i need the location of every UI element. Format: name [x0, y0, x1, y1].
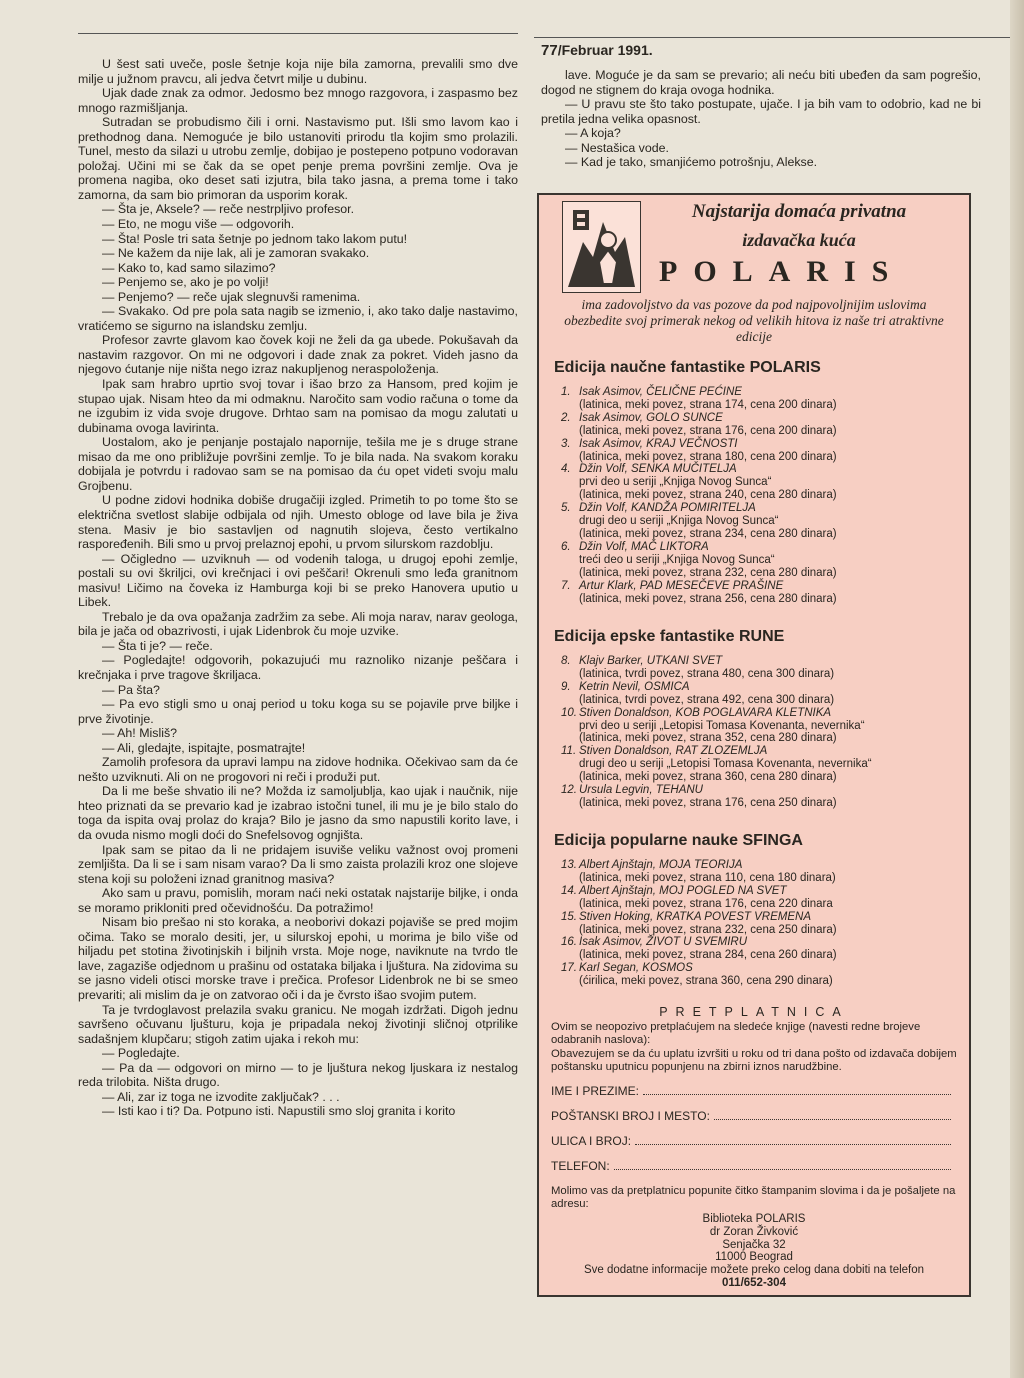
book-number: 3.	[561, 437, 571, 450]
book-entry	[553, 412, 963, 438]
story-paragraph: — Šta! Posle tri sata šetnje po jednom tako lakom putu!	[102, 231, 408, 246]
book-entry	[553, 580, 963, 606]
book-entry	[553, 541, 963, 580]
story-paragraph: — Pa da — odgovori on mirno — to je ljuštura nekog ljuskara iz nestalog reda trilobita. Ništa drugo.	[78, 1060, 518, 1090]
book-number: 13.	[561, 859, 577, 871]
field-phone[interactable]	[551, 1159, 951, 1173]
story-paragraph: — Kako to, kad samo silazimo?	[102, 260, 276, 275]
story-paragraph: U šest sati uveče, posle šetnje koja nije bila zamorna, prevalili smo dve milje u južnom pravcu, ali jedva četvrt milje u dubinu.	[78, 57, 518, 86]
book-number: 10.	[561, 706, 577, 719]
book-title: Stiven Donaldson, RAT ZLOZEMLJA	[579, 745, 768, 758]
story-paragraph: — Ah! Misliš?	[102, 726, 178, 741]
book-details: (latinica, meki povez, strana 110, cena 180 dinara)	[579, 871, 836, 884]
field-postal-label: POŠTANSKI BROJ I MESTO:	[551, 1109, 710, 1123]
story-paragraph: — Penjemo? — reče ujak slegnuvši ramenima.	[102, 289, 361, 304]
story-paragraph: Nisam bio prešao ni sto koraka, a neoborivi dokazi pojaviše se pred mojim očima. Tako se moralo desiti, jer, u silurskoj epohi, u morima je bilo više od hiljadu pet stotina životinjskih i biljnih vrsta. Moje noge, naviknute na tvrdo tle lave, zagaziše odjednom u prašinu od ostataka biljaka i ljuštura. Na zidovima su se jasno videli otisci morske trave i prečica. Profesor Lidenbrok ne bi se smeo prevariti; ali mislim da je on zatvorao oči i da je čvrsto išao svojim putem.	[78, 915, 518, 1002]
book-details: (latinica, meki povez, strana 232, cena 250 dinara)	[579, 923, 837, 936]
book-title: Klajv Barker, UTKANI SVET	[579, 655, 723, 667]
book-number: 5.	[561, 502, 571, 515]
top-rule-left	[78, 33, 518, 34]
field-name[interactable]	[551, 1084, 951, 1098]
field-name-line[interactable]	[643, 1084, 951, 1095]
subscription-text-1: Ovim se neopozivo pretplaćujem na sledeće knjige (navesti redne brojeve odabranih naslova):	[551, 1021, 921, 1046]
story-paragraph: — Pa šta?	[102, 682, 160, 697]
ad-invitation: ima zadovoljstvo da vas pozove da pod najpovoljnijim uslovima obezbedite svoj primerak nekog od velikih hitova iz naše tri atraktivne edicije	[564, 297, 944, 344]
story-paragraph: — Pogledajte.	[102, 1046, 180, 1061]
story-paragraph: — Svakako. Od pre pola sata nagib se izmenio, i, ako tako dalje nastavimo, vratićemo se sigurno na islandsku zemlju.	[78, 304, 518, 333]
book-title: Artur Klark, PAD MESEČEVE PRAŠINE	[579, 579, 784, 592]
book-entry	[553, 911, 963, 937]
mail-address	[539, 1213, 969, 1290]
story-paragraph: — Ali, zar iz toga ne izvodite zaključak? . . .	[102, 1089, 340, 1104]
issue-number: 77	[541, 42, 558, 59]
book-number: 12.	[561, 784, 577, 797]
story-paragraph: — Šta ti je? — reče.	[102, 638, 213, 653]
book-entry	[553, 962, 963, 988]
address-line: Biblioteka POLARIS	[702, 1213, 806, 1225]
field-postal-line[interactable]	[714, 1109, 951, 1120]
book-title: Albert Ajnštajn, MOJ POGLED NA SVET	[579, 884, 787, 897]
story-paragraph: — Nestašica vode.	[565, 140, 669, 155]
story-paragraph: — Eto, ne mogu više — odgovorih.	[102, 217, 295, 232]
book-list-polaris	[553, 386, 963, 605]
book-number: 2.	[561, 411, 571, 424]
book-number: 7.	[561, 579, 571, 592]
book-title: Karl Segan, KOSMOS	[579, 962, 693, 975]
book-details: (latinica, tvrdi povez, strana 480, cena 300 dinara)	[579, 667, 835, 680]
book-title: Isak Asimov, ČELIČNE PEĆINE	[579, 386, 742, 398]
field-street[interactable]	[551, 1134, 951, 1148]
story-paragraph: — Šta je, Aksele? — reče nestrpljivo profesor.	[102, 202, 355, 217]
mail-note: Molimo vas da pretplatnicu popunite čitko štampanim slovima i da je pošaljete na adresu:	[551, 1185, 956, 1210]
issue-header	[541, 42, 653, 59]
book-details: prvi deo u seriji „Letopisi Tomasa Kovenanta, nevernika“	[579, 719, 865, 732]
subscription-heading: PRETPLATNICA	[659, 1005, 849, 1019]
book-title: Albert Ajnštajn, MOJA TEORIJA	[579, 859, 743, 871]
book-details: (latinica, meki povez, strana 284, cena 260 dinara)	[579, 949, 837, 962]
book-entry	[553, 885, 963, 911]
subscription-text-2: Obavezujem se da ću uplatu izvršiti u roku od tri dana pošto od izdavača dobijem poštansku uputnicu popunjenu na zbirni iznos narudžbine.	[551, 1048, 957, 1073]
story-paragraph: Profesor zavrte glavom kao čovek koji ne želi da ga ubede. Pokušavah da nastavim razgovor. On mi ne odgovori i dade znak za pokret. Videh jasno da njegovo ćutanje nije ništa nego izraz nakupljenog neraspoloženja.	[78, 333, 518, 377]
book-title: Ketrin Nevil, OSMICA	[579, 680, 690, 693]
book-number: 6.	[561, 540, 571, 553]
book-details: treći deo u seriji „Knjiga Novog Sunca“	[579, 553, 775, 566]
book-entry	[553, 859, 963, 885]
book-details: (latinica, meki povez, strana 176, cena 220 dinara	[579, 897, 833, 910]
story-paragraph: Sutradan se probudismo čili i orni. Nastavismo put. Išli smo lavom kao i prethodnog dana. Nemoguće je bilo ustanoviti prirodu tla kojim smo prolazili. Tunel, mesto da silazi u utrobu zemlje, dobijao je postepeno potpuno vodoravan položaj. Učini mi se čak da se opet penje prema površini zemlje. Ova je promena nagiba, oko deset sati izjutra, bila tako jasna, a prema tome i tako zamorna, da sam bio primoran da usporim korak.	[78, 115, 518, 202]
book-number: 8.	[561, 655, 571, 667]
story-paragraph: lave. Moguće je da sam se prevario; ali neću biti ubeđen da sam pogrešio, dogod ne stignem do kraja ovoga hodnika.	[541, 68, 981, 97]
book-number: 1.	[561, 386, 571, 398]
field-name-label: IME I PREZIME:	[551, 1084, 640, 1098]
book-details: (latinica, meki povez, strana 176, cena 250 dinara)	[579, 796, 837, 809]
field-postal[interactable]	[551, 1109, 951, 1123]
story-paragraph: — Kad je tako, smanjićemo potrošnju, Alekse.	[565, 155, 818, 170]
book-title: Džin Volf, SENKA MUČITELJA	[579, 463, 737, 476]
book-details: (latinica, meki povez, strana 240, cena 280 dinara)	[579, 489, 837, 502]
story-paragraph: Ujak dade znak za odmor. Jedosmo bez mnogo razgovora, i zaspasmo bez mnogo razmišljanja.	[78, 86, 518, 115]
book-details: (latinica, meki povez, strana 360, cena 280 dinara)	[579, 771, 837, 784]
book-entry	[553, 707, 963, 746]
book-details: drugi deo u seriji „Letopisi Tomasa Kovenanta, nevernika“	[579, 758, 872, 771]
polaris-advertisement	[537, 193, 971, 1297]
book-number: 14.	[561, 884, 577, 897]
book-title: Džin Volf, KANDŽA POMIRITELJA	[579, 502, 756, 515]
story-paragraph: — A koja?	[565, 126, 621, 141]
address-line: 11000 Beograd	[715, 1251, 793, 1264]
story-paragraph: Ipak sam se pitao da li ne pridajem isuviše veliku važnost ovoj promeni zemljišta. Da li se i sam nisam varao? Da li smo zaista prolazili kroz one slojeve stena koji su položeni iznad granitnog masiva?	[78, 842, 518, 886]
story-paragraph: — Ne kažem da nije lak, ali je zamoran svakako.	[102, 246, 370, 261]
page-edge	[1010, 0, 1024, 1378]
story-paragraph: — Penjemo se, ako je po volji!	[102, 275, 269, 290]
story-paragraph: — Pa evo stigli smo u onaj period u toku koga su se pojavile prve biljke i prve životinje.	[78, 697, 518, 726]
edition-title-rune: Edicija epske fantastike RUNE	[554, 628, 785, 645]
book-details: (latinica, meki povez, strana 176, cena 200 dinara)	[579, 424, 837, 437]
book-number: 9.	[561, 680, 571, 693]
book-details: (ćirilica, meki povez, strana 360, cena 290 dinara)	[579, 975, 833, 988]
ad-slogan-line1: Najstarija domaća privatna	[691, 201, 907, 222]
story-paragraph: Da li me beše shvatio ili ne? Možda iz samoljublja, kao ujak i naučnik, nije hteo priznati da se prevario kad je izabrao istočni tunel, ili mu je je bilo stalo do toga da ispita ovaj prolaz do kraja? Bilo je jasno da smo napustili korito lave, i da ovuda nismo mogli doći do Snefelsovog ognjišta.	[78, 784, 518, 842]
story-paragraph: Uostalom, ako je penjanje postajalo napornije, tešila me je s druge strane misao da me ono približuje površini zemlje. To je bila nada. Na svakom koraku dobijala je potvrdu i radovao sam se na pomisao da ću opet videti svoju malu Grojbenu.	[78, 435, 518, 493]
book-title: Džin Volf, MAČ LIKTORA	[579, 540, 709, 553]
field-phone-line[interactable]	[614, 1159, 951, 1170]
story-paragraph: Ipak sam hrabro uprtio svoj tovar i išao brzo za Hansom, pred kojim je stupao ujak. Nisam hteo da mi odmaknu. Naročito sam vodio računa o tome da ne izgubim iz vida svoje drugove. Drhtao sam na pomisao da mogu zalutati u dubinama ovoga lavirinta.	[78, 377, 518, 435]
story-paragraph: — Očigledno — uzviknuh — od vodenih taloga, u drugoj epohi zemlje, postali su ovi škriljci, ovi krečnjaci i ovi peščari! Okrenuli smo leđa granitnom masivu! Ličimo na čoveka iz Hamburga koji bi se preko Hanovera uputio u Libek.	[78, 551, 518, 610]
story-paragraph: — Isti kao i ti? Da. Potpuno isti. Napustili smo sloj granita i korito	[102, 1104, 456, 1119]
book-details: (latinica, meki povez, strana 256, cena 280 dinara)	[579, 592, 837, 605]
story-paragraph: — Pogledajte! odgovorih, pokazujući mu raznoliko nizanje peščara i krečnjaka i prve tragove škriljaca.	[78, 653, 518, 682]
ad-slogan-line2: izdavačka kuća	[742, 230, 856, 250]
info-note: Sve dodatne informacije možete preko celog dana dobiti na telefon	[583, 1264, 925, 1277]
book-title: Isak Asimov, ŽIVOT U SVEMIRU	[579, 936, 748, 949]
book-details: (latinica, meki povez, strana 352, cena 280 dinara)	[579, 732, 837, 745]
book-title: Isak Asimov, KRAJ VEČNOSTI	[579, 437, 738, 450]
book-entry	[553, 463, 963, 502]
story-right-column	[541, 68, 981, 170]
story-paragraph: — Ali, gledajte, ispitajte, posmatrajte!	[102, 740, 306, 755]
book-title: Stiven Donaldson, KOB POGLAVARA KLETNIKA	[579, 706, 832, 719]
field-street-line[interactable]	[635, 1134, 951, 1145]
book-details: prvi deo u seriji „Knjiga Novog Sunca“	[579, 476, 772, 489]
address-line: dr Zoran Živković	[709, 1225, 799, 1238]
book-number: 4.	[561, 463, 571, 476]
book-entry	[553, 655, 963, 681]
field-street-label: ULICA I BROJ:	[551, 1134, 632, 1148]
book-title: Ursula Legvin, TEHANU	[579, 784, 703, 797]
book-entry	[553, 745, 963, 784]
book-details: (latinica, tvrdi povez, strana 492, cena 300 dinara)	[579, 693, 835, 706]
book-number: 17.	[561, 962, 577, 975]
book-number: 11.	[561, 745, 577, 758]
book-entry	[553, 784, 963, 810]
book-entry	[553, 936, 963, 962]
book-list-sfinga	[553, 859, 963, 988]
book-entry	[553, 502, 963, 541]
book-entry	[553, 681, 963, 707]
book-title: Isak Asimov, GOLO SUNCE	[579, 411, 723, 424]
info-phone: 011/652-304	[722, 1276, 786, 1289]
book-details: (latinica, meki povez, strana 174, cena 200 dinara)	[579, 398, 837, 411]
book-entry	[553, 386, 963, 412]
top-rule-right	[534, 37, 1010, 38]
edition-title-polaris: Edicija naučne fantastike POLARIS	[554, 359, 821, 376]
edition-title-sfinga: Edicija popularne nauke SFINGA	[554, 832, 803, 849]
story-paragraph: Zamolih profesora da upravi lampu na zidove hodnika. Očekivao sam da će nešto uzviknuti. Ali on ne progovori ni reči i produži put.	[78, 755, 518, 784]
book-entry	[553, 438, 963, 464]
book-details: drugi deo u seriji „Knjiga Novog Sunca“	[579, 515, 779, 528]
story-paragraph: Ta je tvrdoglavost prelazila svaku granicu. Ne mogah izdržati. Digoh jednu savršeno očuvanu ljušturu, koja je pripadala nekoj životinji sličnoj otprilike sadašnjem klupčaru; stigoh zatim ujaka i rekoh mu:	[78, 1002, 518, 1046]
book-list-rune	[553, 655, 963, 810]
story-paragraph: Ako sam u pravu, pomislih, moram naći neki ostatak najstarije biljke, i onda se moramo prikloniti pred očevidnošću. Da potražimo!	[78, 886, 518, 915]
issue-date: /Februar 1991.	[557, 42, 653, 58]
story-left-column	[78, 57, 518, 1119]
book-number: 16.	[561, 936, 577, 949]
book-details: (latinica, meki povez, strana 234, cena 280 dinara)	[579, 527, 837, 540]
story-paragraph: U podne zidovi hodnika dobiše drugačiji izgled. Primetih to po tome što se električna svetlost slabije odbijala od njih. Umesto obloge od lave bila je živa stena. Masiv je bio sastavljen od nagnutih slojeva, često vertikalno raspoređenih. Bili smo u prvoj prelaznoj epohi, u prvom silurskom razdoblju.	[78, 493, 518, 552]
ad-brand-name: POLARIS	[659, 255, 905, 288]
address-line: Senjačka 32	[722, 1238, 786, 1251]
book-details: (latinica, meki povez, strana 180, cena 200 dinara)	[579, 450, 837, 463]
field-phone-label: TELEFON:	[551, 1159, 610, 1173]
story-paragraph: Trebalo je da ova opažanja zadržim za sebe. Ali moja narav, narav geologa, bila je jača od obazrivosti, i ujak Lidenbrok ču moje uzvike.	[78, 609, 518, 639]
book-details: (latinica, meki povez, strana 232, cena 280 dinara)	[579, 566, 837, 579]
book-number: 15.	[561, 910, 577, 923]
story-paragraph: — U pravu ste što tako postupate, ujače. I ja bih vam to odobrio, kad ne bi pretila jedna velika opasnost.	[541, 97, 981, 126]
book-title: Stiven Hoking, KRATKA POVEST VREMENA	[579, 910, 811, 923]
